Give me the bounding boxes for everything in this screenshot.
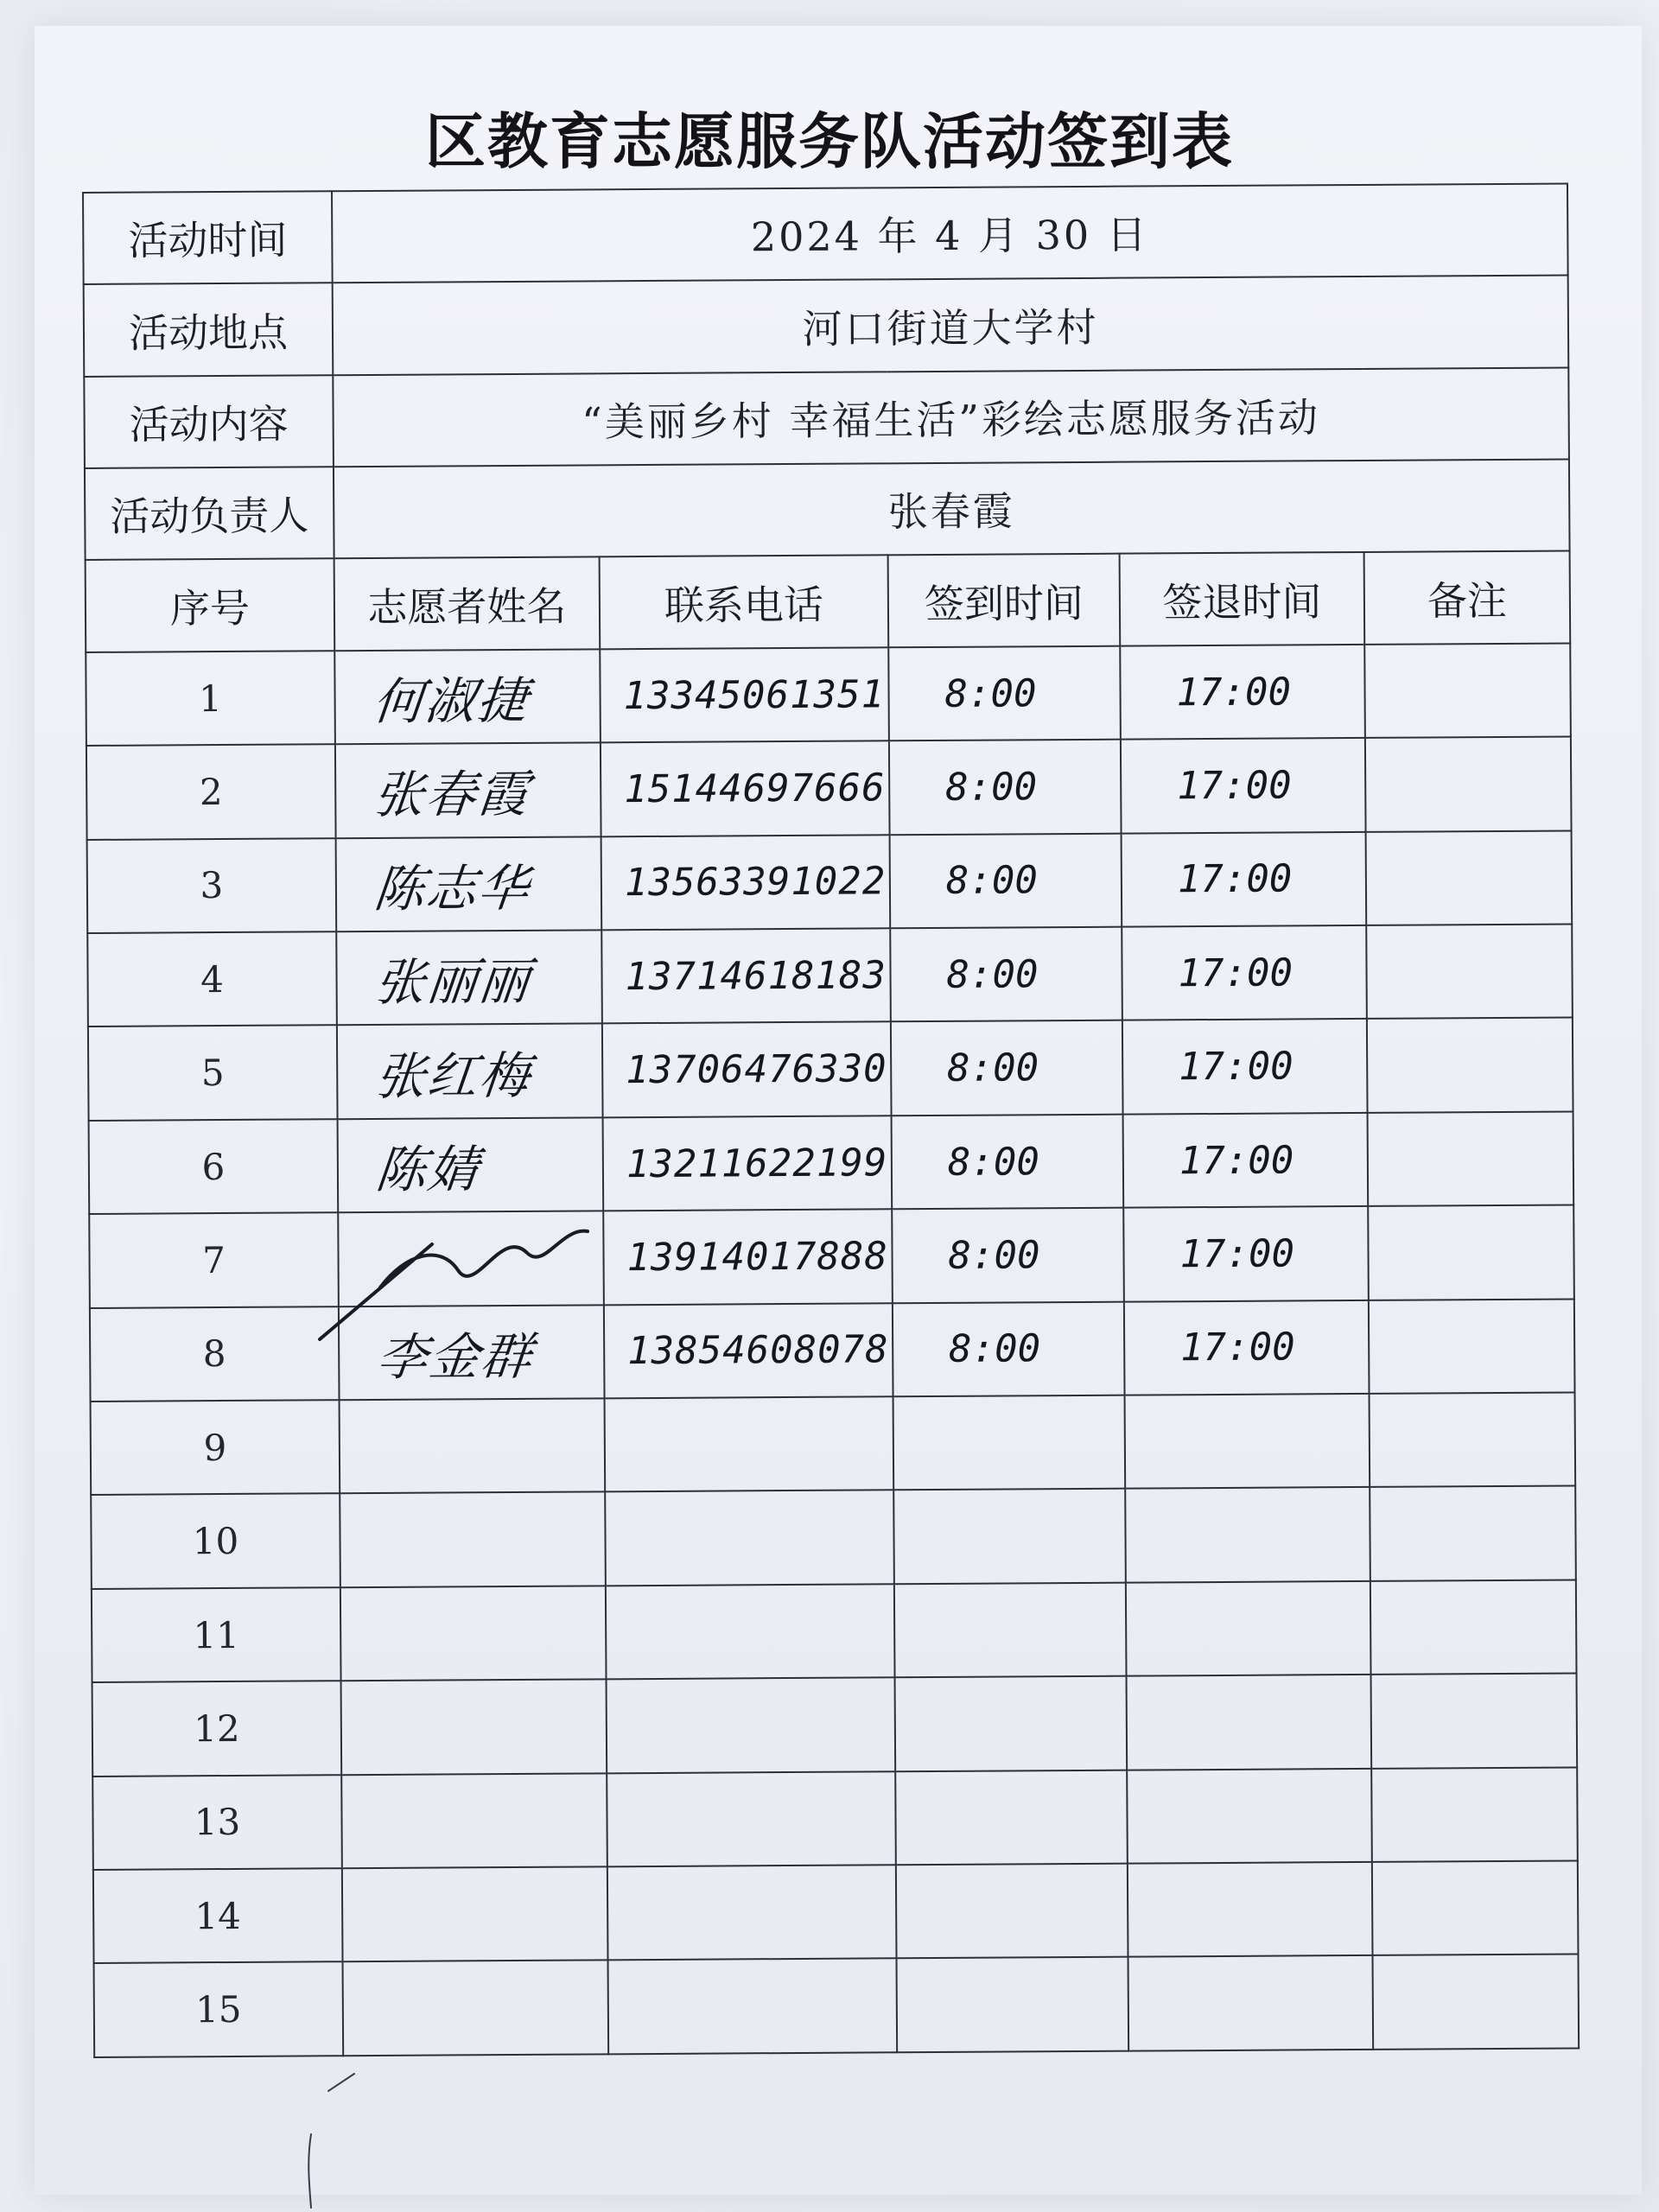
volunteer-name-text: 陈志华 xyxy=(372,858,533,918)
sign-in-time-text: 8:00 xyxy=(945,765,1038,810)
row-number-text: 5 xyxy=(200,1052,225,1095)
note-cell xyxy=(1365,737,1572,832)
note-cell xyxy=(1366,830,1573,925)
note-cell xyxy=(1368,1111,1574,1206)
row-number-cell xyxy=(87,931,337,1027)
phone-cell xyxy=(601,928,891,1023)
phone-cell xyxy=(607,1771,896,1866)
volunteer-name-cell xyxy=(342,1866,608,1961)
header-phone: 联系电话 xyxy=(600,556,889,649)
row-number-cell xyxy=(92,1587,341,1682)
row-number-text: 15 xyxy=(194,1988,242,2031)
content-value: “美丽乡村 幸福生活”彩绘志愿服务活动 xyxy=(333,367,1569,467)
sign-in-time-text xyxy=(894,1515,950,1559)
header-sign-in: 签到时间 xyxy=(888,554,1121,647)
phone-text xyxy=(609,1985,632,2029)
info-row-leader xyxy=(85,460,1570,561)
place-label: 活动地点 xyxy=(84,283,334,377)
table-row xyxy=(89,1205,1574,1308)
volunteer-name-cell xyxy=(336,836,602,931)
phone-cell xyxy=(605,1491,894,1586)
row-number-cell xyxy=(90,1306,340,1402)
info-row-content xyxy=(84,367,1569,468)
volunteer-name-cell xyxy=(341,1773,607,1868)
sign-in-time-text xyxy=(897,1890,952,1934)
time-value: 2024 年 4 月 30 日 xyxy=(332,183,1568,283)
header-no: 序号 xyxy=(86,559,335,652)
row-number-text: 14 xyxy=(194,1894,242,1938)
table-row xyxy=(93,1861,1579,1964)
sign-in-time-cell xyxy=(891,1020,1123,1116)
sign-in-time-cell xyxy=(892,1114,1124,1209)
sign-out-time-cell xyxy=(1128,1862,1373,1957)
phone-cell xyxy=(600,647,889,742)
note-cell xyxy=(1364,643,1571,738)
sign-out-time-text: 17:00 xyxy=(1177,763,1292,809)
phone-cell xyxy=(604,1303,893,1398)
sign-out-time-cell xyxy=(1126,1581,1371,1676)
volunteer-name-cell xyxy=(339,1305,605,1400)
phone-text: 13211622199 xyxy=(626,1140,888,1186)
sign-out-time-text: 17:00 xyxy=(1176,669,1292,715)
note-cell xyxy=(1372,1861,1579,1956)
sign-out-time-text: 17:00 xyxy=(1180,1325,1295,1370)
phone-text xyxy=(607,1611,629,1655)
sign-in-time-text: 8:00 xyxy=(948,1233,1040,1278)
phone-cell xyxy=(601,741,890,836)
table-row xyxy=(90,1299,1575,1402)
phone-text: 13854608078 xyxy=(627,1327,889,1374)
info-row-time xyxy=(83,183,1568,284)
sign-out-time-text xyxy=(1129,1981,1185,2025)
phone-cell xyxy=(605,1396,894,1491)
row-number-text: 2 xyxy=(199,770,223,814)
phone-cell xyxy=(601,835,891,930)
sign-out-time-cell xyxy=(1122,1019,1368,1114)
row-number-cell xyxy=(94,1962,344,2057)
row-number-text: 10 xyxy=(192,1520,239,1563)
phone-cell xyxy=(607,1678,896,1773)
table-row xyxy=(86,737,1572,840)
sign-in-time-text xyxy=(896,1796,951,1840)
sign-out-time-text xyxy=(1127,1607,1182,1651)
sign-out-time-cell xyxy=(1128,1955,1374,2050)
phone-cell xyxy=(608,1959,898,2055)
row-number-cell xyxy=(86,744,336,839)
volunteer-name-cell xyxy=(340,1492,606,1587)
row-number-cell xyxy=(87,838,337,933)
note-cell xyxy=(1370,1393,1576,1488)
table-row xyxy=(87,830,1573,933)
table-row xyxy=(91,1486,1576,1589)
sign-in-time-text xyxy=(895,1608,950,1652)
sign-out-time-text xyxy=(1128,1795,1183,1839)
sign-out-time-text: 17:00 xyxy=(1179,1137,1294,1183)
row-number-text: 6 xyxy=(201,1145,226,1188)
sign-in-time-text: 8:00 xyxy=(946,951,1039,997)
sign-out-time-text xyxy=(1128,1700,1183,1745)
phone-text: 13563391022 xyxy=(624,859,887,906)
phone-cell xyxy=(602,1022,892,1117)
sign-out-time-cell xyxy=(1121,738,1366,833)
sign-in-time-text: 8:00 xyxy=(947,1046,1039,1091)
volunteer-name-cell xyxy=(341,1680,607,1775)
table-row xyxy=(86,643,1571,746)
table-row xyxy=(94,1955,1580,2057)
volunteer-name-cell xyxy=(335,743,601,838)
phone-text: 13714618183 xyxy=(625,953,887,999)
row-number-text: 1 xyxy=(199,677,223,720)
header-note: 备注 xyxy=(1364,551,1571,645)
volunteer-name-cell xyxy=(336,930,602,1025)
note-cell xyxy=(1367,1018,1573,1113)
sign-out-time-cell xyxy=(1120,645,1365,740)
sign-in-time-cell xyxy=(894,1583,1127,1678)
volunteer-name-text: 陈婧 xyxy=(373,1140,483,1199)
sign-out-time-cell xyxy=(1124,1300,1370,1395)
sign-in-form xyxy=(82,182,1580,2057)
sign-out-time-cell xyxy=(1122,925,1367,1020)
volunteer-name-cell xyxy=(338,1117,604,1212)
row-number-cell xyxy=(91,1400,340,1495)
row-number-cell xyxy=(89,1119,339,1214)
sign-out-time-cell xyxy=(1125,1394,1370,1489)
note-cell xyxy=(1366,924,1573,1019)
sign-in-time-cell xyxy=(895,1676,1128,1771)
table-row xyxy=(91,1393,1576,1496)
phone-text: 13914017888 xyxy=(626,1234,889,1281)
phone-text xyxy=(608,1891,631,1936)
phone-text xyxy=(607,1798,630,1842)
row-number-text: 9 xyxy=(203,1426,227,1469)
row-number-text: 13 xyxy=(194,1801,241,1844)
leader-label: 活动负责人 xyxy=(85,467,334,560)
note-cell xyxy=(1371,1674,1578,1769)
sign-in-time-text xyxy=(896,1702,951,1746)
row-number-cell xyxy=(89,1212,339,1307)
sign-in-time-text: 8:00 xyxy=(947,1139,1040,1185)
content-label: 活动内容 xyxy=(84,375,334,468)
volunteer-name-text: 张丽丽 xyxy=(372,952,534,1013)
sign-in-time-text: 8:00 xyxy=(944,671,1037,716)
header-name: 志愿者姓名 xyxy=(334,557,601,651)
row-number-cell xyxy=(86,651,335,746)
sign-out-time-text: 17:00 xyxy=(1177,856,1293,902)
sign-in-time-cell xyxy=(896,1864,1128,1959)
sign-in-time-cell xyxy=(888,645,1121,741)
sign-out-time-text xyxy=(1128,1888,1184,1932)
phone-cell xyxy=(603,1116,893,1211)
row-number-text: 8 xyxy=(202,1332,226,1376)
volunteer-name-text: 李金群 xyxy=(374,1326,537,1387)
row-number-text: 3 xyxy=(200,864,224,907)
sign-out-time-cell xyxy=(1123,1113,1369,1208)
sign-in-time-text xyxy=(898,1983,953,2027)
note-cell xyxy=(1370,1580,1577,1675)
table-row xyxy=(89,1111,1574,1214)
phone-text: 15144697666 xyxy=(624,766,886,812)
volunteer-name-cell xyxy=(334,649,601,744)
row-number-cell xyxy=(91,1494,340,1589)
sign-in-time-text: 8:00 xyxy=(945,858,1039,904)
row-number-cell xyxy=(92,1775,342,1870)
form-body xyxy=(83,183,1579,2056)
note-cell xyxy=(1369,1299,1575,1394)
volunteer-name-cell xyxy=(340,1586,607,1681)
row-number-cell xyxy=(93,1868,343,1963)
page-title: 区教育志愿服务队活动签到表 xyxy=(425,106,1234,177)
volunteer-name-text: 张红梅 xyxy=(372,1046,535,1106)
phone-text xyxy=(606,1423,628,1467)
info-row-place xyxy=(84,276,1569,377)
sign-out-time-cell xyxy=(1123,1206,1369,1301)
sign-in-time-cell xyxy=(893,1395,1126,1491)
volunteer-name-text: 何淑捷 xyxy=(370,671,532,731)
leader-value: 张春霞 xyxy=(334,460,1570,559)
phone-text xyxy=(607,1704,630,1748)
sign-out-time-text: 17:00 xyxy=(1179,1231,1295,1277)
time-label: 活动时间 xyxy=(83,191,333,284)
sign-out-time-text: 17:00 xyxy=(1178,950,1294,995)
sign-out-time-cell xyxy=(1127,1675,1372,1770)
volunteer-name-cell xyxy=(343,1961,609,2056)
sign-in-time-text: 8:00 xyxy=(949,1326,1041,1372)
sign-out-time-text xyxy=(1126,1420,1181,1464)
sign-out-time-text: 17:00 xyxy=(1179,1044,1294,1090)
sign-in-time-cell xyxy=(897,1957,1129,2052)
header-sign-out: 签退时间 xyxy=(1120,552,1365,645)
volunteer-name-cell xyxy=(338,1211,604,1306)
sign-out-time-text xyxy=(1126,1513,1181,1557)
phone-cell xyxy=(607,1865,897,1960)
sign-out-time-cell xyxy=(1125,1487,1370,1582)
sign-in-time-cell xyxy=(893,1301,1125,1396)
phone-text xyxy=(606,1516,628,1560)
table-row xyxy=(92,1674,1578,1777)
note-cell xyxy=(1370,1486,1576,1581)
row-number-text: 7 xyxy=(202,1238,226,1282)
volunteer-name-text: 张春霞 xyxy=(371,765,533,825)
phone-text: 13345061351 xyxy=(623,671,886,718)
phone-text: 13706476330 xyxy=(626,1046,887,1093)
sign-out-time-cell xyxy=(1122,832,1367,927)
sign-in-time-cell xyxy=(890,833,1122,928)
row-number-text: 12 xyxy=(193,1707,240,1751)
row-number-cell xyxy=(88,1026,338,1121)
row-number-text: 4 xyxy=(200,957,225,1001)
sign-out-time-cell xyxy=(1127,1769,1372,1864)
table-row xyxy=(92,1580,1577,1682)
row-number-text: 11 xyxy=(193,1613,240,1656)
sign-in-time-cell xyxy=(893,1489,1126,1584)
note-cell xyxy=(1368,1205,1574,1300)
sign-in-time-text xyxy=(894,1421,950,1465)
sign-in-time-cell xyxy=(890,927,1122,1022)
phone-cell xyxy=(606,1584,895,1679)
volunteer-name-cell xyxy=(340,1398,606,1493)
sign-in-time-cell xyxy=(895,1770,1128,1865)
table-row xyxy=(92,1767,1578,1870)
table-row xyxy=(87,924,1573,1027)
column-header-row xyxy=(86,551,1571,652)
phone-cell xyxy=(603,1210,893,1305)
row-number-cell xyxy=(92,1681,342,1776)
sign-in-time-cell xyxy=(892,1208,1124,1303)
table-row xyxy=(88,1018,1573,1121)
volunteer-name-cell xyxy=(337,1024,603,1119)
note-cell xyxy=(1371,1767,1578,1862)
sign-in-time-cell xyxy=(889,740,1122,835)
place-value: 河口街道大学村 xyxy=(333,276,1569,375)
note-cell xyxy=(1372,1955,1579,2050)
